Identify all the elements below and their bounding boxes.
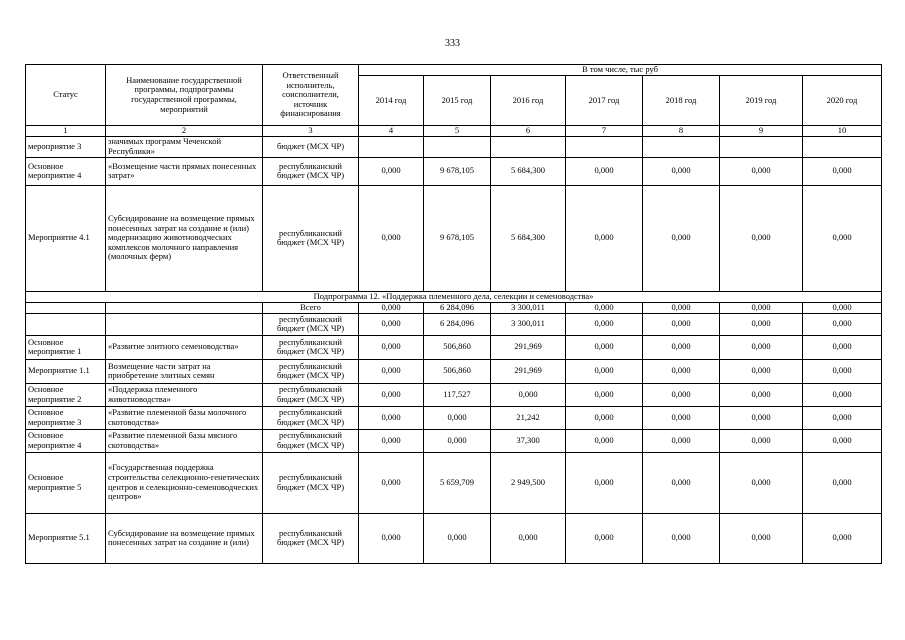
column-number: 10 (803, 126, 882, 137)
page-number: 333 (445, 38, 460, 49)
value-cell: 0,000 (491, 383, 566, 406)
source-cell: республиканский бюджет (МСХ ЧР) (263, 185, 359, 291)
column-number: 5 (424, 126, 491, 137)
value-cell: 6 284,096 (424, 313, 491, 335)
value-cell: 0,000 (643, 406, 720, 429)
source-cell: республиканский бюджет (МСХ ЧР) (263, 452, 359, 513)
value-cell: 0,000 (720, 185, 803, 291)
value-cell: 0,000 (803, 302, 882, 313)
source-cell: республиканский бюджет (МСХ ЧР) (263, 513, 359, 563)
header-year: 2020 год (803, 76, 882, 126)
value-cell: 0,000 (720, 313, 803, 335)
value-cell: 0,000 (720, 359, 803, 383)
status-cell: Мероприятие 1.1 (26, 359, 106, 383)
value-cell: 0,000 (566, 302, 643, 313)
source-cell: республиканский бюджет (МСХ ЧР) (263, 313, 359, 335)
value-cell: 0,000 (803, 359, 882, 383)
budget-table (25, 64, 882, 564)
value-cell: 291,969 (491, 359, 566, 383)
value-cell: 0,000 (566, 429, 643, 452)
name-cell: «Поддержка племенного животноводства» (106, 383, 263, 406)
value-cell: 0,000 (643, 359, 720, 383)
value-cell (491, 136, 566, 157)
source-cell: республиканский бюджет (МСХ ЧР) (263, 359, 359, 383)
name-cell: «Возмещение части прямых понесенных затрат» (106, 157, 263, 185)
source-cell: республиканский бюджет (МСХ ЧР) (263, 406, 359, 429)
table-row (26, 359, 882, 383)
table-row (26, 335, 882, 359)
header-responsible: Ответственный исполнитель, соисполнители, источник финансирования (263, 65, 359, 126)
value-cell: 0,000 (359, 359, 424, 383)
value-cell: 0,000 (424, 513, 491, 563)
value-cell: 5 684,300 (491, 157, 566, 185)
table-row (26, 429, 882, 452)
header-year: 2014 год (359, 76, 424, 126)
column-number: 8 (643, 126, 720, 137)
value-cell: 0,000 (491, 513, 566, 563)
header-including: В том числе, тыс руб (359, 65, 882, 76)
value-cell: 0,000 (803, 157, 882, 185)
source-cell: Всего (263, 302, 359, 313)
empty-cell (26, 302, 106, 313)
source-cell: бюджет (МСХ ЧР) (263, 136, 359, 157)
subprogram-title: Подпрограмма 12. «Поддержка племенного дела, селекции и семеноводства» (26, 291, 882, 302)
value-cell: 0,000 (720, 429, 803, 452)
value-cell: 0,000 (566, 406, 643, 429)
value-cell: 0,000 (359, 335, 424, 359)
value-cell: 21,242 (491, 406, 566, 429)
column-number: 7 (566, 126, 643, 137)
value-cell (424, 136, 491, 157)
value-cell: 0,000 (803, 185, 882, 291)
value-cell: 5 659,709 (424, 452, 491, 513)
subprogram-row (26, 291, 882, 302)
value-cell: 9 678,105 (424, 185, 491, 291)
value-cell: 3 300,011 (491, 313, 566, 335)
name-cell (106, 313, 263, 335)
value-cell (359, 136, 424, 157)
value-cell: 0,000 (424, 406, 491, 429)
empty-cell (106, 302, 263, 313)
name-cell: Субсидирование на возмещение прямых понесенных затрат на создание и (или) (106, 513, 263, 563)
value-cell (803, 136, 882, 157)
value-cell: 0,000 (643, 313, 720, 335)
value-cell: 0,000 (803, 313, 882, 335)
table-row (26, 513, 882, 563)
value-cell: 0,000 (720, 335, 803, 359)
value-cell: 0,000 (359, 383, 424, 406)
status-cell: Основное мероприятие 3 (26, 406, 106, 429)
value-cell: 0,000 (643, 157, 720, 185)
value-cell: 0,000 (643, 185, 720, 291)
value-cell: 6 284,096 (424, 302, 491, 313)
column-number: 1 (26, 126, 106, 137)
value-cell: 506,860 (424, 359, 491, 383)
column-number: 9 (720, 126, 803, 137)
value-cell: 0,000 (803, 429, 882, 452)
value-cell: 0,000 (643, 513, 720, 563)
value-cell: 5 684,300 (491, 185, 566, 291)
table-row (26, 452, 882, 513)
value-cell: 0,000 (720, 452, 803, 513)
name-cell: «Развитие племенной базы молочного скотоводства» (106, 406, 263, 429)
value-cell: 0,000 (803, 406, 882, 429)
value-cell: 0,000 (566, 335, 643, 359)
value-cell: 0,000 (643, 302, 720, 313)
value-cell: 0,000 (566, 452, 643, 513)
value-cell: 0,000 (566, 185, 643, 291)
value-cell: 0,000 (359, 302, 424, 313)
value-cell: 0,000 (566, 383, 643, 406)
source-cell: республиканский бюджет (МСХ ЧР) (263, 383, 359, 406)
value-cell: 0,000 (720, 157, 803, 185)
value-cell: 0,000 (643, 452, 720, 513)
table-row (26, 185, 882, 291)
source-cell: республиканский бюджет (МСХ ЧР) (263, 335, 359, 359)
name-cell: Субсидирование на возмещение прямых понесенных затрат на создание и (или) модернизацию животноводческих комплексов молочного направления (молочных ферм) (106, 185, 263, 291)
value-cell: 0,000 (359, 157, 424, 185)
name-cell: Возмещение части затрат на приобретение элитных семян (106, 359, 263, 383)
value-cell: 117,527 (424, 383, 491, 406)
value-cell: 0,000 (643, 383, 720, 406)
table-row (26, 383, 882, 406)
header-year: 2017 год (566, 76, 643, 126)
status-cell: Мероприятие 5.1 (26, 513, 106, 563)
header-year: 2016 год (491, 76, 566, 126)
header-year: 2015 год (424, 76, 491, 126)
value-cell: 0,000 (803, 452, 882, 513)
header-program-name: Наименование государственной программы, подпрограммы государственной программы, мероприятий (106, 65, 263, 126)
status-cell: Мероприятие 4.1 (26, 185, 106, 291)
value-cell: 0,000 (359, 406, 424, 429)
value-cell: 0,000 (720, 383, 803, 406)
value-cell: 0,000 (803, 335, 882, 359)
source-cell: республиканский бюджет (МСХ ЧР) (263, 429, 359, 452)
value-cell: 0,000 (566, 313, 643, 335)
status-cell: Основное мероприятие 4 (26, 157, 106, 185)
status-cell: мероприятие 3 (26, 136, 106, 157)
column-number: 3 (263, 126, 359, 137)
value-cell: 0,000 (566, 359, 643, 383)
status-cell: Основное мероприятие 4 (26, 429, 106, 452)
value-cell: 3 300,011 (491, 302, 566, 313)
name-cell: «Развитие племенной базы мясного скотоводства» (106, 429, 263, 452)
name-cell: значимых программ Чеченской Республики» (106, 136, 263, 157)
name-cell: «Государственная поддержка строительства селекционно-генетических центров и селекционно-семеноводческих центров» (106, 452, 263, 513)
value-cell: 0,000 (720, 513, 803, 563)
value-cell: 0,000 (720, 302, 803, 313)
table-row (26, 136, 882, 157)
table-row (26, 157, 882, 185)
table-body (26, 136, 882, 563)
status-cell: Основное мероприятие 5 (26, 452, 106, 513)
name-cell: «Развитие элитного семеноводства» (106, 335, 263, 359)
column-number: 4 (359, 126, 424, 137)
value-cell: 0,000 (643, 335, 720, 359)
header-status: Статус (26, 65, 106, 126)
value-cell: 0,000 (359, 185, 424, 291)
value-cell: 0,000 (359, 452, 424, 513)
value-cell (566, 136, 643, 157)
value-cell: 0,000 (424, 429, 491, 452)
value-cell: 0,000 (803, 513, 882, 563)
value-cell: 0,000 (359, 513, 424, 563)
header-year: 2018 год (643, 76, 720, 126)
value-cell: 291,969 (491, 335, 566, 359)
value-cell: 9 678,105 (424, 157, 491, 185)
value-cell: 0,000 (566, 513, 643, 563)
value-cell: 0,000 (803, 383, 882, 406)
status-cell: Основное мероприятие 1 (26, 335, 106, 359)
total-row (26, 302, 882, 313)
value-cell (720, 136, 803, 157)
column-number: 2 (106, 126, 263, 137)
value-cell: 0,000 (359, 313, 424, 335)
value-cell (643, 136, 720, 157)
value-cell: 0,000 (566, 157, 643, 185)
source-cell: республиканский бюджет (МСХ ЧР) (263, 157, 359, 185)
value-cell: 2 949,500 (491, 452, 566, 513)
value-cell: 506,860 (424, 335, 491, 359)
table-row (26, 406, 882, 429)
value-cell: 0,000 (359, 429, 424, 452)
value-cell: 37,300 (491, 429, 566, 452)
table-row (26, 313, 882, 335)
value-cell: 0,000 (720, 406, 803, 429)
value-cell: 0,000 (643, 429, 720, 452)
column-number-row (26, 126, 882, 137)
column-number: 6 (491, 126, 566, 137)
status-cell: Основное мероприятие 2 (26, 383, 106, 406)
header-year: 2019 год (720, 76, 803, 126)
status-cell (26, 313, 106, 335)
